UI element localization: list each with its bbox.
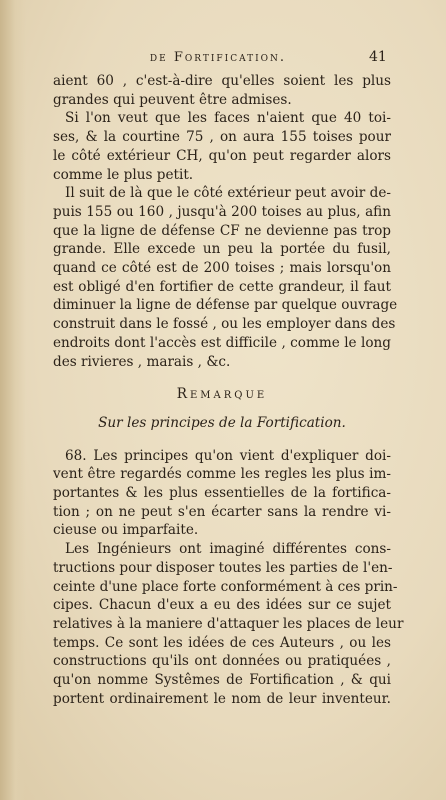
section-subtitle: Sur les principes de la Fortification. <box>98 414 346 431</box>
text-line: le côté extérieur CH, qu'on peut regarder alors <box>53 147 391 164</box>
section-title: Remarque <box>176 386 268 403</box>
text-line: ceinte d'une place forte conformément à ces prin- <box>53 578 398 595</box>
text-line: Les Ingénieurs ont imaginé différentes cons- <box>65 541 391 558</box>
text-line: Il suit de là que le côté extérieur peut avoir de- <box>65 185 391 202</box>
text-line: relatives à la maniere d'attaquer les places de leur <box>53 615 404 632</box>
text-line: tion ; on ne peut s'en écarter sans la rendre vi- <box>53 503 391 520</box>
page-number: 41 <box>369 49 387 65</box>
paragraph-1 <box>53 72 391 109</box>
text-line: aient 60 , c'est-à-dire qu'elles soient les plus <box>53 73 391 89</box>
text-line: diminuer la ligne de défense par quelque ouvrage <box>53 297 398 314</box>
paragraph-5 <box>53 540 404 708</box>
paragraph-2 <box>53 109 391 184</box>
text-line: construit dans le fossé , ou les employer dans des <box>53 316 396 333</box>
spine-shadow <box>0 0 26 800</box>
text-line: constructions qu'ils ont données ou pratiquées , <box>53 653 391 670</box>
text-line: vent être regardés comme les regles les plus im- <box>53 466 391 483</box>
text-line: portent ordinairement le nom de leur inventeur. <box>53 690 391 707</box>
text-line: qu'on nomme Systêmes de Fortification , & qui <box>53 672 391 689</box>
text-line: des rivieres , marais , &c. <box>53 353 231 370</box>
text-line: temps. Ce sont les idées de ces Auteurs , ou les <box>53 634 391 651</box>
text-line: ses, & la courtine 75 , on aura 155 toises pour <box>53 129 391 146</box>
text-line: portantes & les plus essentielles de la fortifica- <box>53 485 391 502</box>
text-line: puis 155 ou 160 , jusqu'à 200 toises au plus, afin <box>53 203 391 220</box>
text-line: grandes qui peuvent être admises. <box>53 91 292 108</box>
text-line: cieuse ou imparfaite. <box>53 522 199 539</box>
text-line: grande. Elle excede un peu la portée du fusil, <box>53 241 391 258</box>
text-line: 68. Les principes qu'on vient d'expliquer doi- <box>65 447 391 464</box>
text-line: comme le plus petit. <box>53 166 194 183</box>
text-line: quand ce côté est de 200 toises ; mais lorsqu'on <box>53 260 391 277</box>
running-title: de Fortification. <box>149 50 287 65</box>
text-line: tructions pour disposer toutes les parties de l'en- <box>53 559 393 576</box>
paragraph-3 <box>53 184 398 371</box>
text-line: cipes. Chacun d'eux a eu des idées sur ce sujet <box>53 597 391 614</box>
text-line: est obligé d'en fortifier de cette grandeur, il faut <box>53 278 391 295</box>
text-line: endroits dont l'accès est difficile , comme le long <box>53 334 391 351</box>
text-line: que la ligne de défense CF ne devienne pas trop <box>53 222 391 239</box>
body-text <box>53 72 404 709</box>
paragraph-4 <box>53 447 391 541</box>
text-line: Si l'on veut que les faces n'aient que 40 toi- <box>65 110 391 127</box>
